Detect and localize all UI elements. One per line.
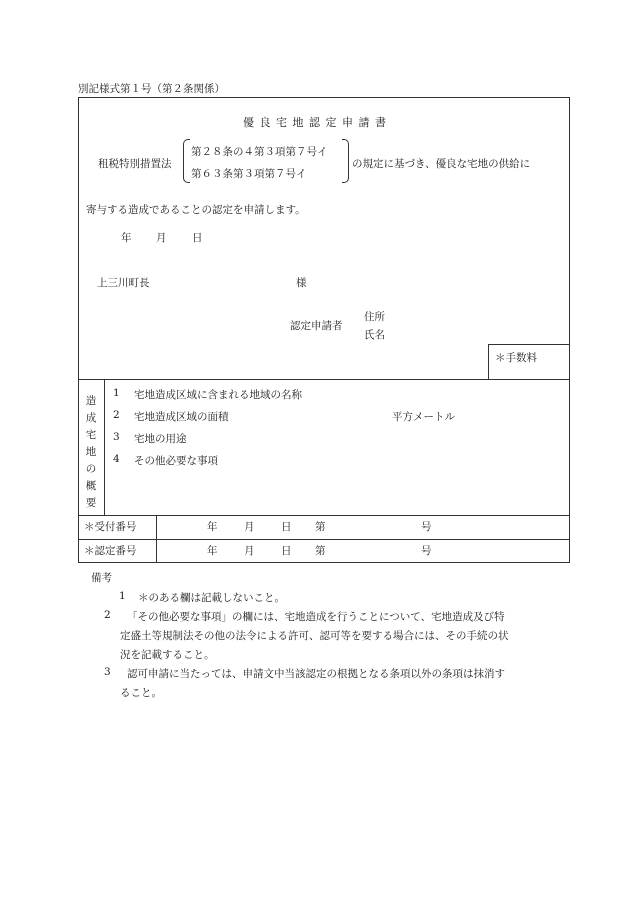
note-3-line-2: ること。 [120,687,162,699]
summary-side-label: 造 成 宅 地 の 概 要 [85,395,97,509]
receipt-day: 日 [281,521,292,533]
summary-item-1-text: 宅地造成区域に含まれる地域の名称 [134,389,302,401]
receipt-no-prefix: 第 [315,521,326,533]
address-label: 住所 [364,311,385,323]
addressee: 上三川町長 [97,277,150,289]
cert-month: 月 [244,545,255,557]
cert-row-top-rule [78,539,570,540]
receipt-number-label: ＊受付番号 [84,521,137,533]
honorific: 様 [296,277,307,289]
left-bracket [183,139,190,183]
summary-side-divider [104,379,105,515]
applicant-label: 認定申請者 [290,320,343,332]
law-name: 租税特別措置法 [98,158,172,170]
note-1-num: 1 [119,590,126,602]
clause-1[interactable]: 第２８条の４第３項第７号イ [191,146,328,158]
intro-tail: の規定に基づき、優良な宅地の供給に [352,158,531,170]
date-year: 年 [121,232,132,244]
cert-year: 年 [207,545,218,557]
summary-top-rule [78,379,570,380]
clause-2[interactable]: 第６３条第３項第７号イ [191,168,307,180]
date-month: 月 [156,232,167,244]
summary-item-3-num: 3 [113,431,120,443]
note-2-line-2: 定盛土等規制法その他の法令による許可、認可等を要する場合には、その手続の状 [120,630,509,642]
cert-day: 日 [281,545,292,557]
cert-no-suffix: 号 [421,545,432,557]
note-1-line-1: ＊のある欄は記載しないこと。 [138,592,285,604]
intro-line-2: 寄与する造成であることの認定を申請します。 [86,204,306,216]
note-2-num: 2 [104,609,111,621]
date-day: 日 [192,232,203,244]
notes-heading: 備考 [91,572,112,584]
fee-label: ＊手数料 [495,352,537,364]
note-3-line-1: 認可申請に当たっては、申請文中当該認定の根拠となる条項以外の条項は抹消す [127,668,505,680]
summary-item-2-num: 2 [113,409,120,421]
receipt-month: 月 [244,521,255,533]
area-unit: 平方メートル [392,411,455,423]
form-label: 別記様式第１号（第２条関係） [78,83,225,95]
summary-item-4-text: その他必要な事項 [134,455,218,467]
cert-number-label: ＊認定番号 [84,545,137,557]
receipt-row-top-rule [78,515,570,516]
form-title: 優 良 宅 地 認 定 申 請 書 [243,116,387,129]
summary-item-2-text: 宅地造成区域の面積 [134,411,229,423]
right-bracket [342,139,349,183]
note-3-num: 3 [104,666,111,678]
note-2-line-3: 況を記載すること。 [120,649,215,661]
summary-item-3-text: 宅地の用途 [134,433,187,445]
name-label: 氏名 [364,329,385,341]
summary-item-4-num: 4 [113,453,120,465]
summary-item-1-num: 1 [113,387,120,399]
cert-no-prefix: 第 [315,545,326,557]
note-2-line-1: 「その他必要な事項」の欄には、宅地造成を行うことについて、宅地造成及び特 [127,611,505,623]
receipt-year: 年 [207,521,218,533]
receipt-no-suffix: 号 [421,521,432,533]
